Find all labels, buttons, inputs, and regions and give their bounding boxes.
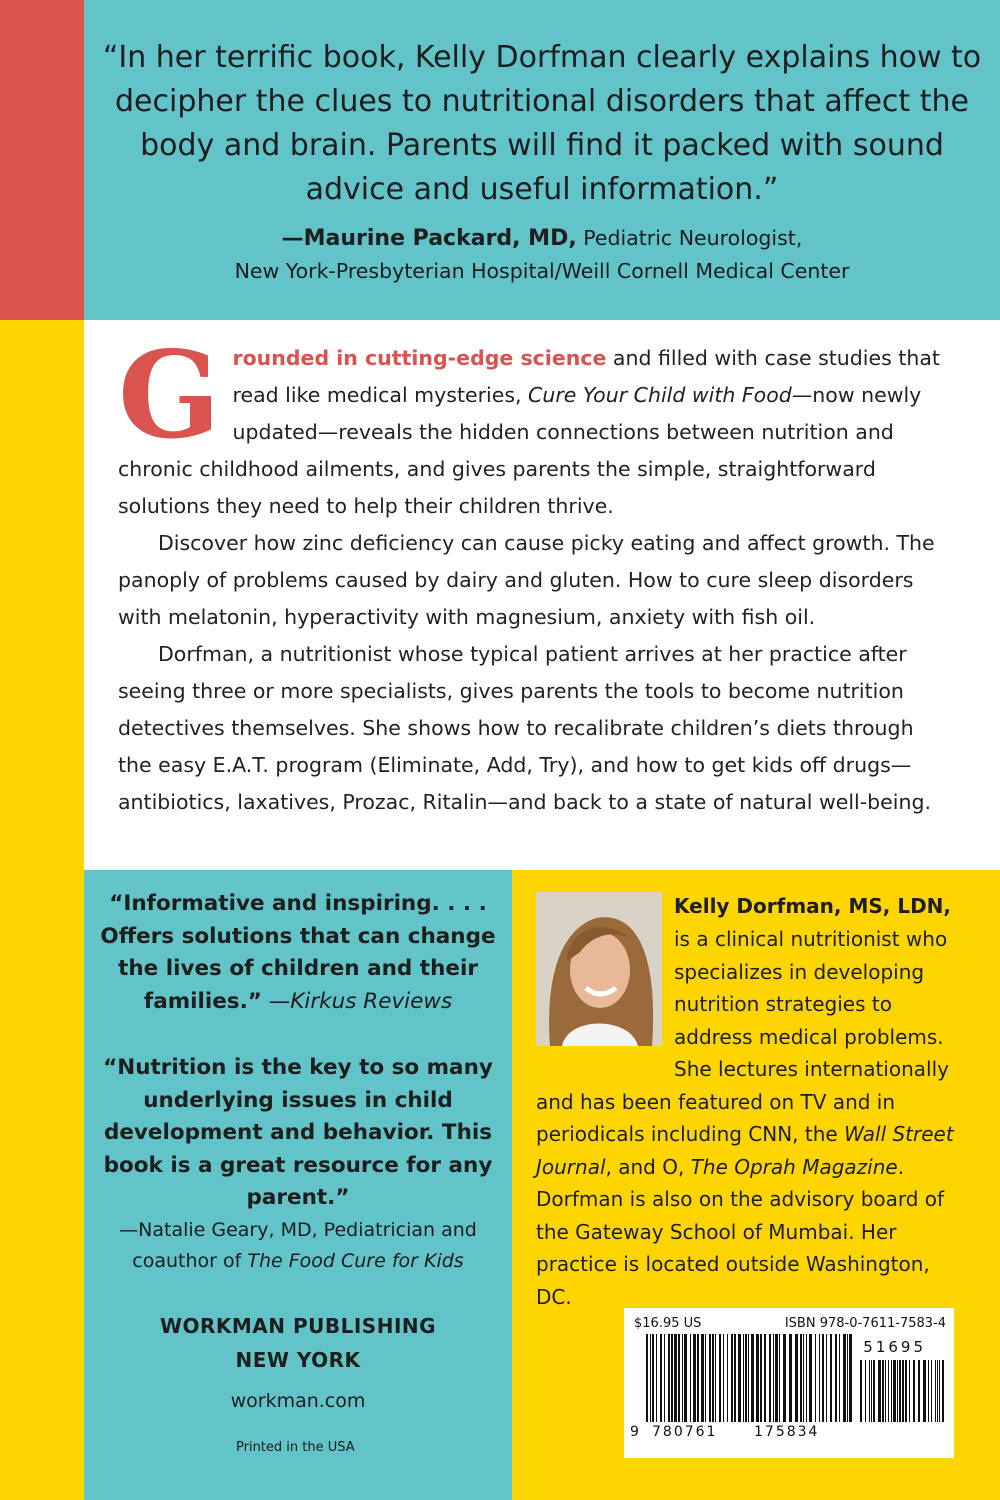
author-bio-text: , and O, [605, 1154, 691, 1179]
geary-quote: “Nutrition is the key to so many underlying issues in child development and behavior. This book is a great resource for any parent.” [103, 1055, 493, 1210]
geary-book-title: The Food Cure for Kids [247, 1249, 464, 1272]
author-name: Kelly Dorfman, MS, LDN, [674, 894, 952, 918]
reviewer-title: Pediatric Neurologist, [583, 226, 803, 250]
description-paragraph-2: Discover how zinc deficiency can cause picky eating and affect growth. The panoply of problems caused by dairy and gluten. How to cure sleep disorders with melatonin, hyperactivity with magnesium, anxiety with fish oil. [118, 531, 935, 629]
reviewer-name: —Maurine Packard, MD, [281, 226, 577, 251]
printed-note: Printed in the USA [236, 1440, 355, 1455]
barcode-price: $16.95 US [634, 1316, 702, 1331]
oprah-title: The Oprah Magazine [690, 1154, 898, 1179]
barcode-digits-left: 780761 [652, 1424, 718, 1440]
geary-review [96, 1052, 500, 1277]
wsj-title: Wall Street Journal [536, 1122, 954, 1179]
barcode-price-code: 51695 [863, 1338, 926, 1356]
geary-attribution [96, 1215, 500, 1277]
description-paragraph-3: Dorfman, a nutritionist whose typical patient arrives at her practice after seeing three or more specialists, gives parents the tools to become nutrition detectives themselves. She shows how to recalibrate children’s diets through the easy E.A.T. program (Eliminate, Add, Try), and how to get kids off drugs—antibiotics, laxatives, Prozac, Ritalin—and back to a state of natural well-being. [118, 642, 931, 814]
author-bio [536, 923, 956, 1313]
book-description [118, 325, 944, 821]
author-bio-text: . Dorfman is also on the advisory board of the Gateway School of Mumbai. Her practice is located outside Washington, DC. [536, 1154, 945, 1309]
red-accent-strip [0, 0, 84, 320]
author-bio-text: is a clinical nutritionist who specializes in developing nutrition strategies to address medical problems. She lectures internationally and has been featured on TV and in periodicals including CNN, the [536, 927, 949, 1146]
description-lead: rounded in cutting-edge science [232, 346, 607, 370]
barcode [624, 1308, 954, 1458]
drop-cap: G [118, 325, 221, 466]
yellow-accent-strip [0, 320, 84, 1500]
top-review-attribution [96, 222, 988, 288]
description-text: —now newly updated—reveals the hidden connections between nutrition and chronic childhood ailments, and gives parents the simple, straightforward solutions they need to help their children thrive. [118, 383, 922, 518]
kirkus-review [96, 888, 500, 1018]
kirkus-quote: “Informative and inspiring. . . . Offers solutions that can change the lives of children and their families.” [100, 891, 496, 1014]
barcode-digits-right: 175834 [754, 1424, 820, 1440]
barcode-isbn: ISBN 978-0-7611-7583-4 [784, 1316, 946, 1331]
publisher-website: workman.com [230, 1390, 366, 1412]
barcode-digit-first: 9 [630, 1424, 641, 1440]
book-title: Cure Your Child with Food [528, 383, 792, 407]
reviewer-affiliation: New York-Presbyterian Hospital/Weill Cornell Medical Center [234, 259, 850, 283]
publisher-name: WORKMAN PUBLISHING [159, 1314, 437, 1338]
description-text: and filled with case studies that read like medical mysteries, [232, 346, 940, 407]
geary-attribution-text: —Natalie Geary, MD, Pediatrician and coauthor of [119, 1218, 477, 1272]
kirkus-source: —Kirkus Reviews [268, 988, 453, 1014]
description-paragraph-1 [118, 325, 944, 525]
publisher-city: NEW YORK [235, 1348, 361, 1372]
top-review-quote: “In her terrific book, Kelly Dorfman clearly explains how to decipher the clues to nutritional disorders that affect the body and brain. Parents will find it packed with sound advice and useful information.” [102, 40, 982, 207]
